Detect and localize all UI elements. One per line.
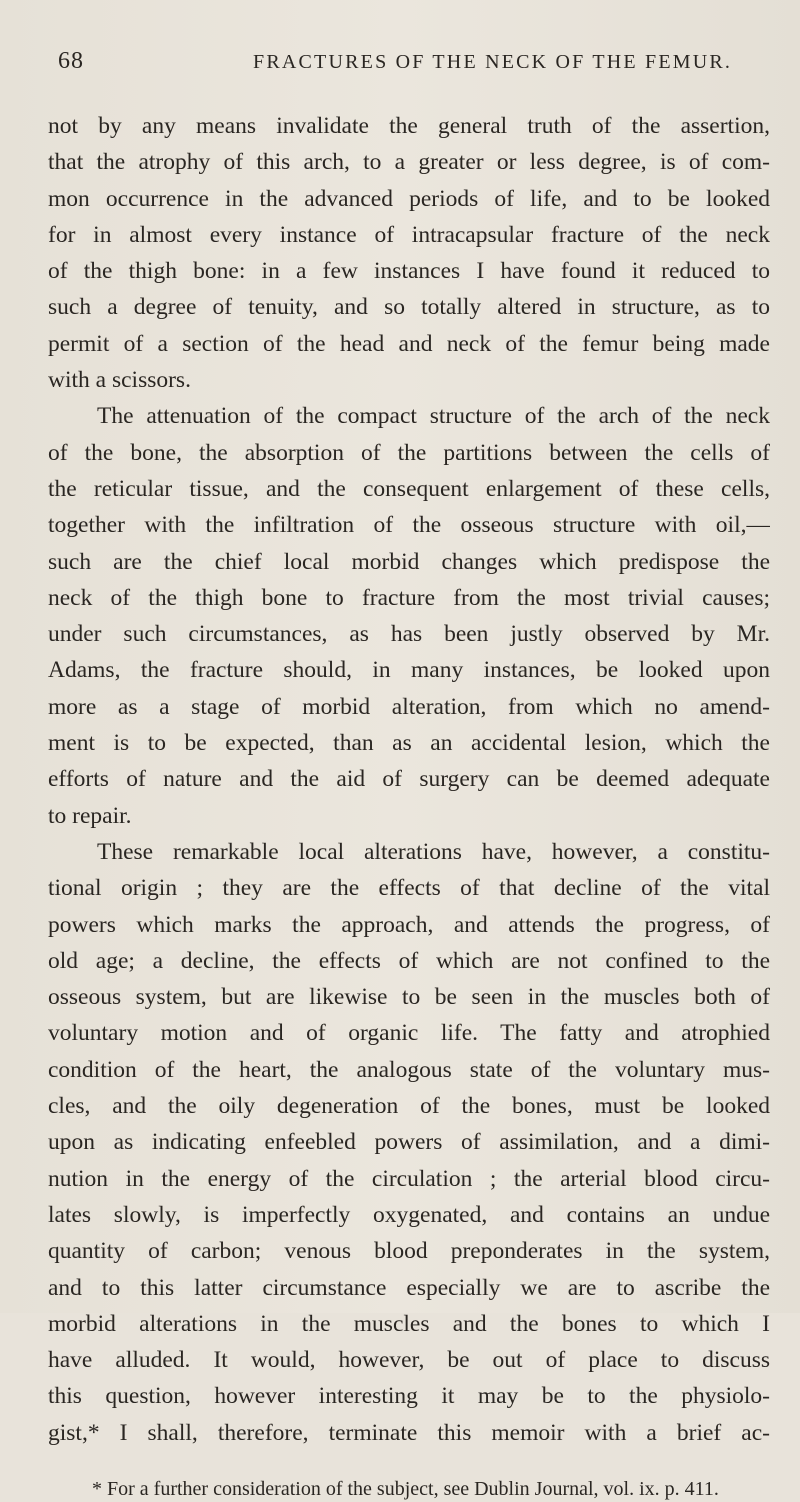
text-line: gist,* I shall, therefore, terminate this memoir with a brief ac- (48, 1419, 770, 1446)
text-line: condition of the heart, the analogous state of the voluntary mus- (48, 1056, 770, 1083)
text-line: tional origin ; they are the effects of that decline of the vital (48, 875, 770, 902)
text-line: cles, and the oily degeneration of the bones, must be looked (48, 1093, 770, 1120)
text-line: Adams, the fracture should, in many instances, be looked upon (48, 657, 770, 684)
text-line: The attenuation of the compact structure of the arch of the neck (97, 403, 770, 430)
text-line: that the atrophy of this arch, to a greater or less degree, is of com- (48, 149, 770, 176)
text-line: osseous system, but are likewise to be seen in the muscles both of (48, 984, 770, 1011)
text-line: These remarkable local alterations have, however, a constitu- (97, 838, 770, 865)
text-line: quantity of carbon; venous blood preponderates in the system, (48, 1238, 770, 1265)
text-line: of the bone, the absorption of the partitions between the cells of (48, 439, 770, 466)
text-line: ment is to be expected, than as an accidental lesion, which the (48, 730, 770, 757)
text-line: together with the infiltration of the osseous structure with oil,— (48, 512, 770, 539)
text-line: upon as indicating enfeebled powers of assimilation, and a dimi- (48, 1129, 770, 1156)
running-title: FRACTURES OF THE NECK OF THE FEMUR. (253, 51, 733, 73)
text-line: under such circumstances, as has been justly observed by Mr. (48, 621, 770, 648)
text-line: for in almost every instance of intracapsular fracture of the neck (48, 221, 770, 248)
text-line: with a scissors. (48, 367, 191, 394)
text-line: powers which marks the approach, and attends the progress, of (48, 911, 770, 938)
text-line: lates slowly, is imperfectly oxygenated, and contains an undue (48, 1201, 770, 1228)
text-line: more as a stage of morbid alteration, from which no amend- (48, 693, 770, 720)
footnote: * For a further consideration of the subject, see Dublin Journal, vol. ix. p. 411. (92, 1477, 719, 1500)
text-line: efforts of nature and the aid of surgery can be deemed adequate (48, 766, 770, 793)
text-line: of the thigh bone: in a few instances I have found it reduced to (48, 258, 770, 285)
text-line: voluntary motion and of organic life. The fatty and atrophied (48, 1020, 770, 1047)
text-line: permit of a section of the head and neck of the femur being made (48, 330, 770, 357)
text-line: mon occurrence in the advanced periods of life, and to be looked (48, 185, 770, 212)
running-head (48, 48, 770, 78)
text-line: morbid alterations in the muscles and the bones to which I (48, 1310, 770, 1337)
text-line: old age; a decline, the effects of which are not confined to the (48, 947, 770, 974)
text-line: such are the chief local morbid changes which predispose the (48, 548, 770, 575)
text-line: not by any means invalidate the general truth of the assertion, (48, 113, 770, 139)
text-line: have alluded. It would, however, be out of place to discuss (48, 1347, 770, 1374)
text-line: to repair. (48, 802, 132, 829)
text-line: nution in the energy of the circulation ; the arterial blood circu- (48, 1165, 770, 1192)
page-number: 68 (58, 48, 84, 74)
body-text (48, 108, 770, 1451)
text-line: neck of the thigh bone to fracture from the most trivial causes; (48, 584, 770, 611)
text-line: the reticular tissue, and the consequent enlargement of these cells, (48, 475, 770, 502)
text-line: and to this latter circumstance especially we are to ascribe the (48, 1274, 770, 1301)
text-line: this question, however interesting it may be to the physiolo- (48, 1383, 770, 1410)
text-line: such a degree of tenuity, and so totally altered in structure, as to (48, 294, 770, 321)
